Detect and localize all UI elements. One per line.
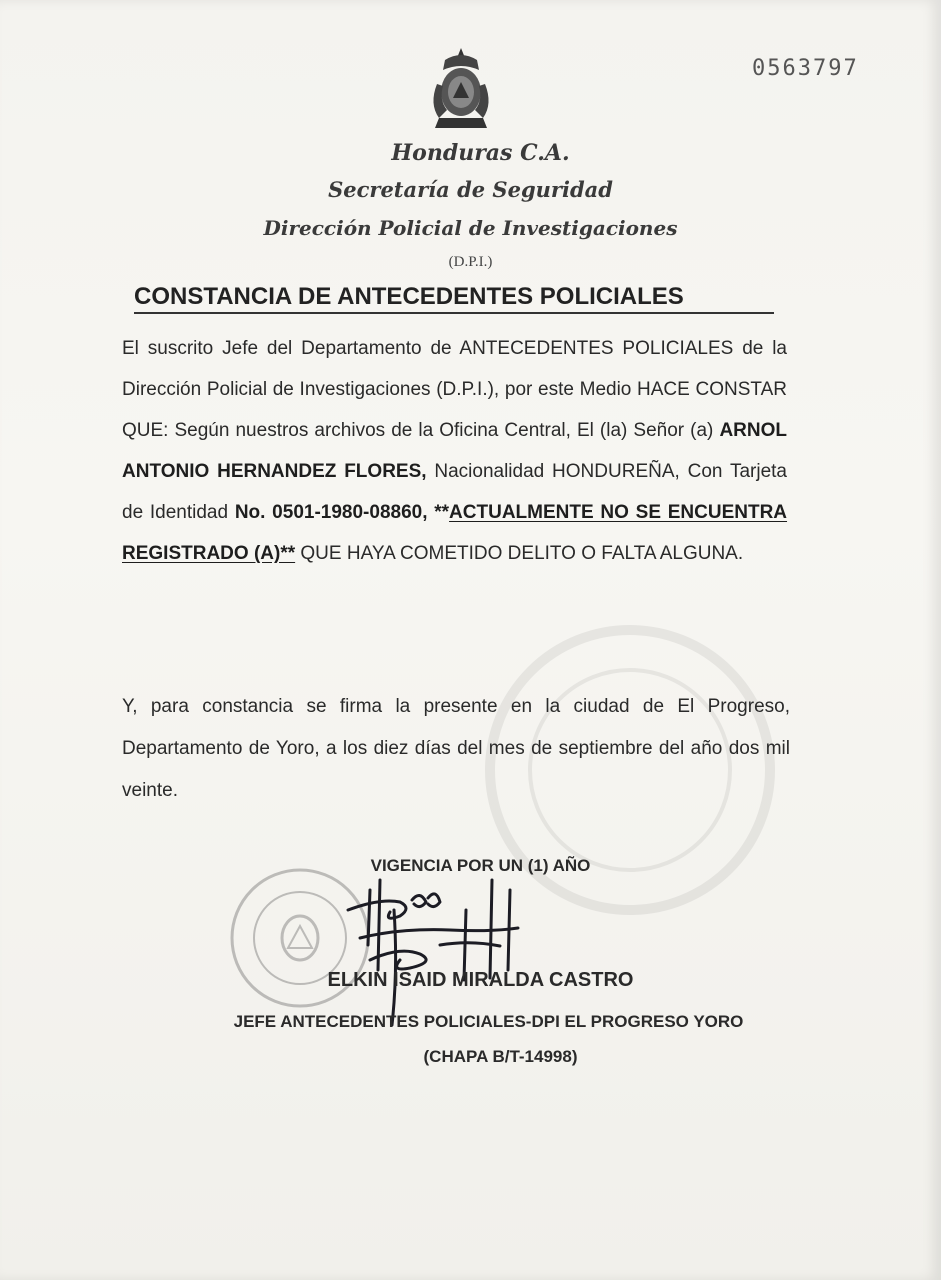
header-ministry: Secretaría de Seguridad [328, 177, 613, 202]
header-directorate: Dirección Policial de Investigaciones [263, 216, 678, 240]
body-conclusion: QUE HAYA COMETIDO DELITO O FALTA ALGUNA. [295, 543, 744, 564]
person-name: ARNOL ANTONIO HERNANDEZ FLORES, [122, 420, 787, 482]
nationality-text: Nacionalidad HONDUREÑA, Con Tarjeta de Identidad [122, 461, 787, 523]
honduras-coat-of-arms-icon [425, 44, 497, 134]
validity-statement: VIGENCIA POR UN (1) AÑO [370, 856, 591, 875]
signatory-badge: (CHAPA B/T-14998) [423, 1047, 578, 1066]
header-country: Honduras C.A. [391, 140, 570, 166]
id-number: No. 0501-1980-08860, [234, 502, 428, 523]
header-abbreviation: (D.P.I.) [448, 254, 493, 270]
certificate-body [122, 328, 787, 574]
serial-number: 0563797 [752, 56, 859, 81]
status-prefix: ** [427, 502, 450, 523]
signatory-position: JEFE ANTECEDENTES POLICIALES-DPI EL PROGRESO YORO [233, 1012, 744, 1031]
document-title: CONSTANCIA DE ANTECEDENTES POLICIALES [134, 283, 774, 314]
body-intro: El suscrito Jefe del Departamento de ANTECEDENTES POLICIALES de la Dirección Policial de Investigaciones (D.P.I.), por este Medio HACE CONSTAR QUE: Según nuestros archivos de la Oficina Central, El (la) Señor (a) [122, 338, 787, 441]
status-statement: ACTUALMENTE NO SE ENCUENTRA REGISTRADO (A)** [122, 502, 788, 564]
signatory-name: ELKIN ISAID MIRALDA CASTRO [327, 969, 634, 991]
closing-paragraph: Y, para constancia se firma la presente en la ciudad de El Progreso, Departamento de Yoro, a los diez días del mes de septiembre del año dos mil veinte. [122, 696, 790, 801]
